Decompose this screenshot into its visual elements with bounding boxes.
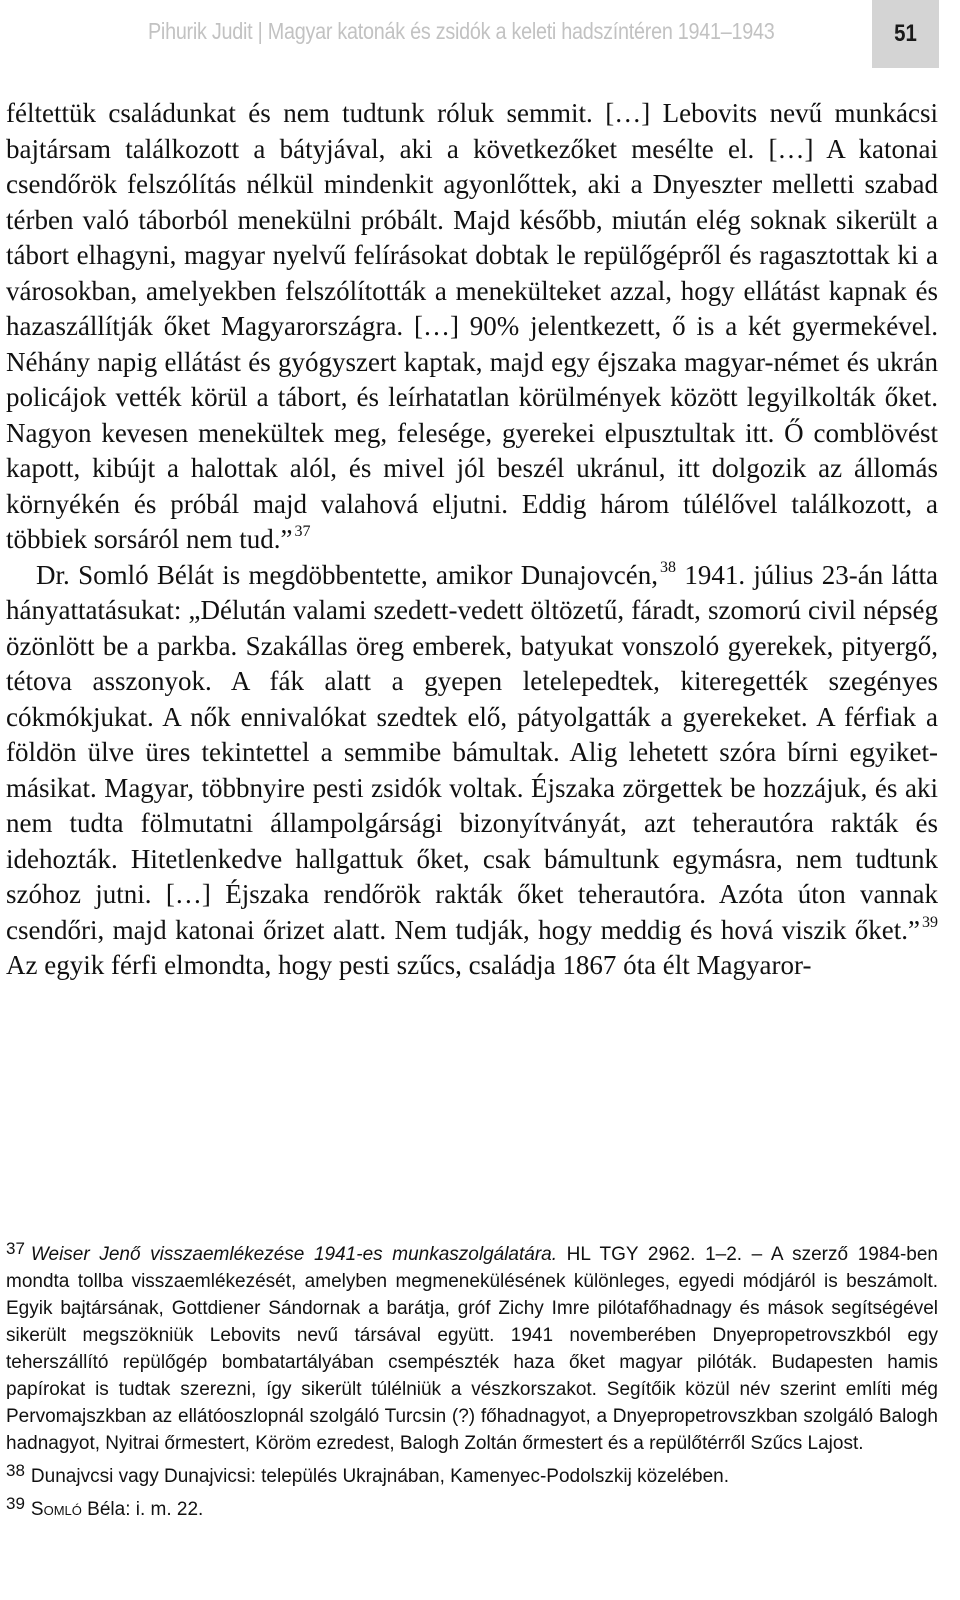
paragraph-2-text-c: Az egyik férfi elmondta, hogy pesti szűcs, családja 1867 óta élt Magyaror- bbox=[6, 950, 812, 980]
page-number-box bbox=[872, 0, 939, 68]
footnote-ref-38[interactable]: 38 bbox=[660, 558, 677, 576]
footnote-39 bbox=[6, 1490, 938, 1523]
paragraph-2-text-a: Dr. Somló Bélát is megdöbbentette, amikor Dunajovcén, bbox=[36, 559, 659, 590]
footnote-number: 37 bbox=[6, 1239, 25, 1258]
footnote-ref-37[interactable]: 37 bbox=[294, 523, 311, 540]
footnote-number: 38 bbox=[6, 1461, 25, 1480]
footnote-author: Somló bbox=[30, 1499, 82, 1520]
footnote-ref-39[interactable]: 39 bbox=[922, 913, 938, 931]
footnote-number: 39 bbox=[6, 1494, 25, 1513]
body-text bbox=[6, 96, 938, 984]
paragraph-1 bbox=[6, 96, 938, 558]
footnote-37 bbox=[6, 1235, 938, 1457]
footnote-text: Dunajvcsi vagy Dunajvicsi: település Ukrajnában, Kamenyec-Podolszkij közelében. bbox=[30, 1466, 729, 1487]
page-number: 51 bbox=[894, 20, 917, 47]
paragraph-2 bbox=[6, 558, 938, 984]
running-head: Pihurik Judit | Magyar katonák és zsidók a keleti hadszíntéren 1941–1943 bbox=[148, 18, 775, 44]
footnote-38 bbox=[6, 1457, 938, 1490]
paragraph-1-text: féltettük családunkat és nem tudtunk róluk semmit. […] Lebovits nevű munkácsi bajtársam találkozott a bátyjával, aki a következőket mesélte el. […] A katonai csendőrök felszólítás nélkül mindenkit agyonlőttek, aki a Dnyeszter melletti szabad térben való táborból menekülni próbált. Majd később, miután elég soknak sikerült a tábort elhagyni, magyar nyelvű felírásokat dobtak le repülőgépről és ragasztottak ki a városokban, amelyekben felszólították a menekülteket azzal, hogy ellátást kapnak és hazaszállítják őket Magyarországra. […] 90% jelentkezett, ő is a két gyermekével. Néhány napig ellátást és gyógyszert kaptak, majd egy éjszaka magyar-német és ukrán policájok vették körül a tábort, és leírhatatlan körülmények között legyilkolták őket. Nagyon kevesen menekültek meg, felesége, gyerekei elpusztultak itt. Ő comblövést kapott, kibújt a halottak alól, és mivel jól beszél ukránul, itt dolgozik az állomás környékén és próbál majd valahová eljutni. Eddig három túlélővel találkozott, a többiek sorsáról nem tud.” bbox=[6, 98, 938, 554]
footnote-text: HL TGY 2962. 1–2. – A szerző 1984-ben mondta tollba visszaemlékezését, amelyben megmenekülésének különleges, egyedi módjáról is beszámolt. Egyik bajtársának, Gottdiener Sándornak a barátja, gróf Zichy Imre pilótafőhadnagy és mások segítségével sikerült megszökniük Lebovits nevű társával együtt. 1941 novemberében Dnyepropetrovszkból egy teherszállító repülőgép bombatartályában csempészték haza őket magyar pilóták. Budapesten hamis papírokat is tudtak szerezni, így sikerült túlélniük a vészkorszakot. Segítőik közül név szerint említi még Pervomajszkban az ellátóoszlopnál szolgáló Turcsin (?) főhadnagyot, a Dnyepropetrovszkban szolgáló Balogh hadnagyot, Nyitrai őrmestert, Köröm ezredest, Balogh Zoltán őrmestert és a repülőtérről Szűcs Lajost. bbox=[6, 1244, 938, 1454]
footnote-title: Weiser Jenő visszaemlékezése 1941-es munkaszolgálatára. bbox=[30, 1244, 558, 1265]
footnotes bbox=[6, 1235, 938, 1523]
footnote-text: Béla: i. m. 22. bbox=[81, 1499, 204, 1520]
paragraph-2-text-b: 1941. július 23-án látta hányattatásukat: „Délután valami szedett-vedett öltözetű, fáradt, szomorú civil népség özönlött be a parkba. Szakállas öreg emberek, batyukat vonszoló gyerekek, pityergő, tétova asszonyok. A fák alatt a gyepen letelepedtek, kiteregették szegényes cókmókjukat. A nők ennivalókat szedtek elő, pátyolgatták a gyerekeket. A férfiak a földön ülve üres tekintettel a semmibe bámultak. Alig lehetett szóra bírni egyiket-másikat. Magyar, többnyire pesti zsidók voltak. Éjszaka zörgettek be hozzájuk, és aki nem tudta fölmutatni állampolgársági bizonyítványát, azt teherautóra rakták és idehozták. Hitetlenkedve hallgattuk őket, csak bámultunk egymásra, nem tudtunk szóhoz jutni. […] Éjszaka rendőrök rakták őket teherautóra. Azóta úton vannak csendőri, majd katonai őrizet alatt. Nem tudják, hogy meddig és hová viszik őket.” bbox=[6, 559, 938, 945]
page-header bbox=[0, 0, 960, 70]
